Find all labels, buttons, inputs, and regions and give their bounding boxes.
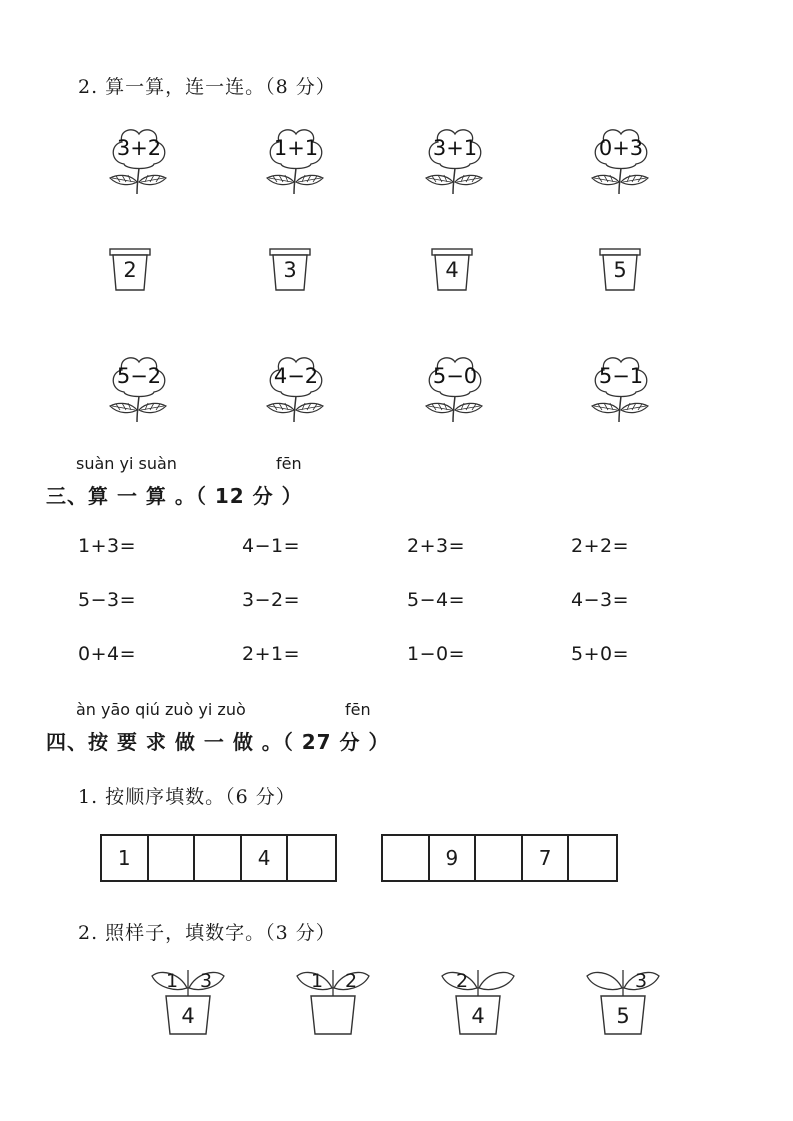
sprout-pot[interactable] (150, 966, 226, 1038)
sequence-cell[interactable]: 4 (242, 836, 289, 880)
sequence-cell[interactable] (383, 836, 430, 880)
flower-icon (420, 124, 490, 196)
flowerpot-number: 4 (445, 258, 459, 282)
arithmetic-exercise: 2+3= (407, 535, 466, 557)
pot-number: 4 (181, 1004, 195, 1028)
flower-expression: 5−0 (432, 364, 478, 388)
question-2-title: 2. 算一算，连一连。（8 分） (78, 76, 336, 98)
flowerpot-number: 3 (283, 258, 297, 282)
arithmetic-exercise: 2+1= (242, 643, 301, 665)
arithmetic-exercise: 5−4= (407, 589, 466, 611)
sequence-box-1 (100, 834, 337, 882)
flowerpot-card[interactable] (268, 248, 312, 292)
leaf-right-number: 3 (634, 970, 648, 992)
flower-expression: 4−2 (273, 364, 319, 388)
flower-card[interactable] (104, 124, 174, 196)
flowerpot-number: 2 (123, 258, 137, 282)
arithmetic-exercise: 1+3= (78, 535, 137, 557)
arithmetic-exercise: 1−0= (407, 643, 466, 665)
flower-expression: 3+2 (116, 136, 162, 160)
arithmetic-exercise: 4−1= (242, 535, 301, 557)
flower-icon (420, 352, 490, 424)
arithmetic-exercise: 0+4= (78, 643, 137, 665)
flower-icon (586, 124, 656, 196)
flower-expression: 5−1 (598, 364, 644, 388)
arithmetic-exercise: 2+2= (571, 535, 630, 557)
flower-card[interactable] (586, 124, 656, 196)
flower-card[interactable] (104, 352, 174, 424)
flower-card[interactable] (420, 124, 490, 196)
arithmetic-exercise: 4−3= (571, 589, 630, 611)
flower-icon (104, 124, 174, 196)
pot-number: 4 (471, 1004, 485, 1028)
section-4-pinyin-fen: fēn (345, 700, 371, 719)
sequence-cell[interactable] (476, 836, 523, 880)
flowerpot-number: 5 (613, 258, 627, 282)
sequence-cell[interactable] (195, 836, 242, 880)
section-3-pinyin-fen: fēn (276, 454, 302, 473)
sprout-pot[interactable] (440, 966, 516, 1038)
sprout-pot[interactable] (295, 966, 371, 1038)
section-4-title: 四、按 要 求 做 一 做 。（ 27 分 ） (46, 730, 390, 754)
flower-expression: 3+1 (432, 136, 478, 160)
flower-icon (261, 124, 331, 196)
flower-card[interactable] (420, 352, 490, 424)
sequence-cell[interactable]: 1 (102, 836, 149, 880)
section-4-pinyin: àn yāo qiú zuò yi zuò (76, 700, 246, 719)
sequence-cell[interactable] (288, 836, 335, 880)
sequence-box-2 (381, 834, 618, 882)
leaf-right-number: 3 (199, 970, 213, 992)
section-3-title: 三、算 一 算 。（ 12 分 ） (46, 484, 303, 508)
sprout-pot[interactable] (585, 966, 661, 1038)
sequence-cell[interactable]: 9 (430, 836, 477, 880)
flower-icon (586, 352, 656, 424)
arithmetic-exercise: 5−3= (78, 589, 137, 611)
leaf-left-number: 1 (310, 970, 324, 992)
flower-icon (104, 352, 174, 424)
leaf-right-number: 2 (344, 970, 358, 992)
flower-expression: 1+1 (273, 136, 319, 160)
leaf-left-number: 1 (165, 970, 179, 992)
question-4-1-title: 1. 按顺序填数。（6 分） (78, 786, 296, 808)
sequence-cell[interactable] (149, 836, 196, 880)
sequence-cell[interactable]: 7 (523, 836, 570, 880)
arithmetic-exercise: 5+0= (571, 643, 630, 665)
flowerpot-card[interactable] (108, 248, 152, 292)
section-3-pinyin: suàn yi suàn (76, 454, 177, 473)
leaf-left-number: 2 (455, 970, 469, 992)
question-4-2-title: 2. 照样子，填数字。（3 分） (78, 922, 336, 944)
flower-card[interactable] (261, 352, 331, 424)
flower-card[interactable] (261, 124, 331, 196)
sequence-cell[interactable] (569, 836, 616, 880)
flower-icon (261, 352, 331, 424)
flower-expression: 5−2 (116, 364, 162, 388)
flowerpot-card[interactable] (598, 248, 642, 292)
pot-number: 5 (616, 1004, 630, 1028)
flower-card[interactable] (586, 352, 656, 424)
arithmetic-exercise: 3−2= (242, 589, 301, 611)
flower-expression: 0+3 (598, 136, 644, 160)
flowerpot-card[interactable] (430, 248, 474, 292)
